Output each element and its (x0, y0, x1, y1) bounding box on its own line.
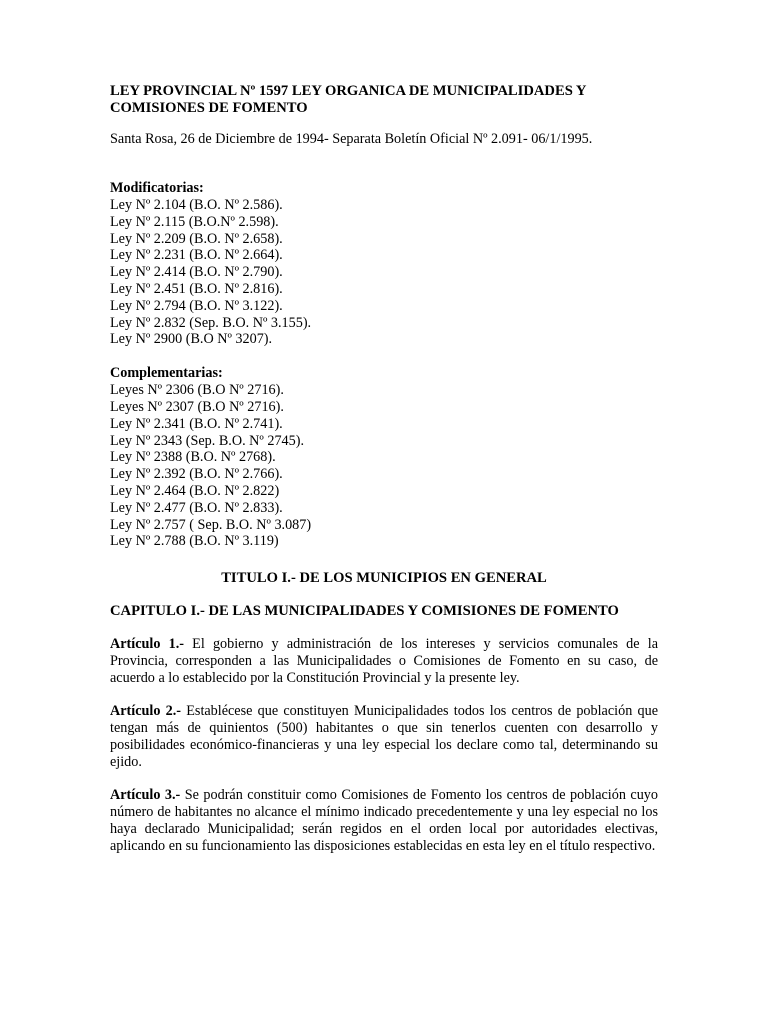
titulo-heading: TITULO I.- DE LOS MUNICIPIOS EN GENERAL (221, 570, 547, 587)
document-title: LEY PROVINCIAL Nº 1597 LEY ORGANICA DE MUNICIPALIDADES Y COMISIONES DE FOMENTO (110, 83, 586, 116)
modificatorias-list (110, 197, 658, 348)
publication-line: Santa Rosa, 26 de Diciembre de 1994- Separata Boletín Oficial Nº 2.091- 06/1/1995. (110, 131, 593, 147)
list-item: Ley Nº 2343 (Sep. B.O. Nº 2745). (110, 432, 305, 449)
complementarias-heading: Complementarias: (110, 365, 223, 382)
list-item: Leyes Nº 2307 (B.O Nº 2716). (110, 398, 284, 415)
list-item: Ley Nº 2.392 (B.O. Nº 2.766). (110, 466, 283, 483)
list-item: Ley Nº 2.477 (B.O. Nº 2.833). (110, 499, 283, 516)
list-item: Ley Nº 2.231 (B.O. Nº 2.664). (110, 247, 283, 264)
article-label: Artículo 2.- (110, 703, 182, 720)
list-item: Ley Nº 2388 (B.O. Nº 2768). (110, 449, 276, 466)
list-item: Ley Nº 2.115 (B.O.Nº 2.598). (110, 213, 279, 230)
list-item: Ley Nº 2.209 (B.O. Nº 2.658). (110, 230, 283, 247)
list-item: Ley Nº 2900 (B.O Nº 3207). (110, 331, 273, 348)
list-item: Ley Nº 2.414 (B.O. Nº 2.790). (110, 264, 283, 281)
article-label: Artículo 1.- (110, 636, 184, 653)
list-item: Ley Nº 2.794 (B.O. Nº 3.122). (110, 297, 283, 314)
complementarias-section (110, 365, 658, 550)
article-text: El gobierno y administración de los intereses y servicios comunales de la Provincia, corresponden a las Municipalidades o Comisiones de Fomento en su caso, de acuerdo a lo establecido por la Constitución Provincial y la presente ley. (110, 636, 658, 687)
list-item: Ley Nº 2.451 (B.O. Nº 2.816). (110, 280, 283, 297)
article-text: Se podrán constituir como Comisiones de Fomento los centros de población cuyo número de habitantes no alcance el mínimo indicado precedentemente y una ley especial no los haya declarado Municipalidad; serán regidos en el orden local por autoridades electivas, aplicando en su funcionamiento las disposiciones establecidas en esta ley en el título respectivo. (110, 787, 658, 855)
complementarias-list (110, 382, 658, 550)
list-item: Ley Nº 2.104 (B.O. Nº 2.586). (110, 197, 283, 213)
list-item: Ley Nº 2.788 (B.O. Nº 3.119) (110, 533, 279, 550)
article-text: Establécese que constituyen Municipalidades todos los centros de población que tengan más de quinientos (500) habitantes o que sin tenerlos cuenten con desarrollo y posibilidades económico-financieras y una ley especial los declare como tal, determinando su ejido. (110, 703, 658, 771)
modificatorias-heading: Modificatorias: (110, 180, 204, 196)
list-item: Ley Nº 2.341 (B.O. Nº 2.741). (110, 415, 283, 432)
list-item: Ley Nº 2.832 (Sep. B.O. Nº 3.155). (110, 314, 312, 331)
list-item: Ley Nº 2.757 ( Sep. B.O. Nº 3.087) (110, 516, 312, 533)
article-1 (110, 636, 658, 687)
modificatorias-section (110, 180, 658, 348)
article-label: Artículo 3.- (110, 787, 181, 804)
list-item: Leyes Nº 2306 (B.O Nº 2716). (110, 382, 284, 399)
article-2 (110, 703, 658, 771)
article-3 (110, 787, 658, 855)
list-item: Ley Nº 2.464 (B.O. Nº 2.822) (110, 482, 280, 499)
capitulo-heading: CAPITULO I.- DE LAS MUNICIPALIDADES Y COMISIONES DE FOMENTO (110, 603, 619, 620)
